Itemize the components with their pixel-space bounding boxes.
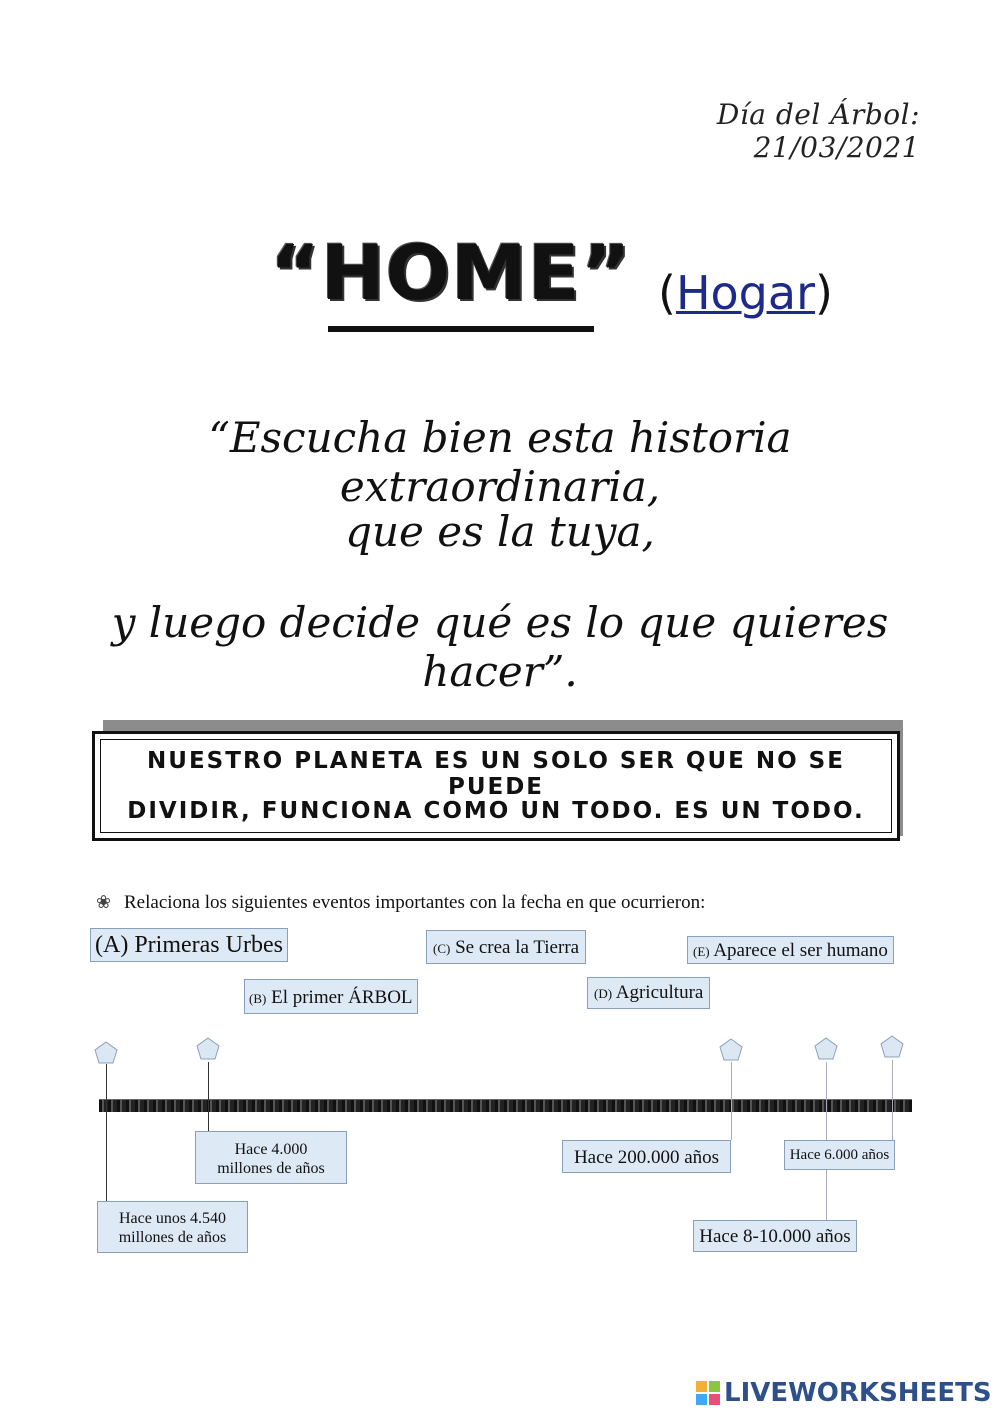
date-line: Hace unos 4.540 — [118, 1210, 227, 1227]
event-letter: (B) — [249, 991, 267, 1006]
worksheet-date: Día del Árbol: 21/03/2021 — [716, 98, 920, 164]
event-label-e[interactable] — [687, 936, 894, 964]
brand-name: LIVEWORKSHEETS — [724, 1378, 992, 1408]
exercise-instruction — [96, 892, 705, 914]
connector-line — [892, 1060, 893, 1140]
event-text: Agricultura — [615, 982, 704, 1003]
date-box-200000: Hace 200.000 años — [562, 1140, 731, 1173]
title-home: “HOME” — [270, 228, 632, 317]
event-letter: (C) — [433, 941, 451, 956]
timeline-bar — [99, 1099, 912, 1112]
statement-line-2: DIVIDIR, FUNCIONA COMO UN TODO. ES UN TODO. — [127, 798, 865, 824]
statement-line-1: NUESTRO PLANETA ES UN SOLO SER QUE NO SE PUEDE — [147, 748, 845, 800]
drop-target-marker-icon[interactable] — [196, 1037, 220, 1061]
translation-word: Hogar — [675, 266, 815, 320]
drop-target-marker-icon[interactable] — [94, 1041, 118, 1065]
date-line: Hace 4.000 — [234, 1141, 308, 1158]
connector-line — [731, 1062, 732, 1140]
event-text: Se crea la Tierra — [455, 937, 580, 958]
date-box-4000-million — [195, 1131, 347, 1184]
open-paren: ( — [658, 266, 676, 320]
event-label-c[interactable] — [426, 930, 586, 964]
event-label-a[interactable] — [90, 928, 288, 962]
event-text: Primeras Urbes — [134, 932, 283, 958]
flower-icon: ❀ — [96, 892, 112, 913]
title-underline — [328, 326, 594, 332]
drop-target-marker-icon[interactable] — [719, 1038, 743, 1062]
close-paren: ) — [815, 266, 833, 320]
date-line: millones de años — [118, 1229, 227, 1246]
title-translation — [658, 266, 833, 320]
event-letter: (D) — [594, 986, 613, 1001]
quote-line-2: que es la tuya, — [345, 507, 655, 556]
date-box-4540-million — [97, 1201, 248, 1253]
date-line: millones de años — [217, 1160, 325, 1177]
date-box-6000: Hace 6.000 años — [784, 1140, 895, 1170]
instruction-text: Relaciona los siguientes eventos importantes con la fecha en que ocurrieron: — [124, 892, 706, 913]
event-text: El primer ÁRBOL — [271, 987, 413, 1008]
drop-target-marker-icon[interactable] — [880, 1035, 904, 1059]
liveworksheets-logo-icon — [696, 1381, 720, 1405]
event-letter: (A) — [95, 932, 129, 958]
worksheet-title — [270, 228, 910, 348]
drop-target-marker-icon[interactable] — [814, 1037, 838, 1061]
event-letter: (E) — [693, 944, 710, 959]
connector-line — [106, 1064, 107, 1202]
event-label-d[interactable] — [587, 977, 710, 1009]
date-box-8-10000: Hace 8-10.000 años — [693, 1220, 857, 1252]
event-text: Aparece el ser humano — [713, 940, 888, 961]
connector-line — [208, 1062, 209, 1132]
quote-line-3: y luego decide qué es lo que quieres hacer”. — [111, 598, 889, 696]
statement-box-inner-border — [100, 739, 892, 833]
event-label-b[interactable] — [244, 979, 418, 1014]
quote-line-1: “Escucha bien esta historia extraordinaria, — [208, 413, 792, 511]
statement-box — [92, 731, 900, 841]
